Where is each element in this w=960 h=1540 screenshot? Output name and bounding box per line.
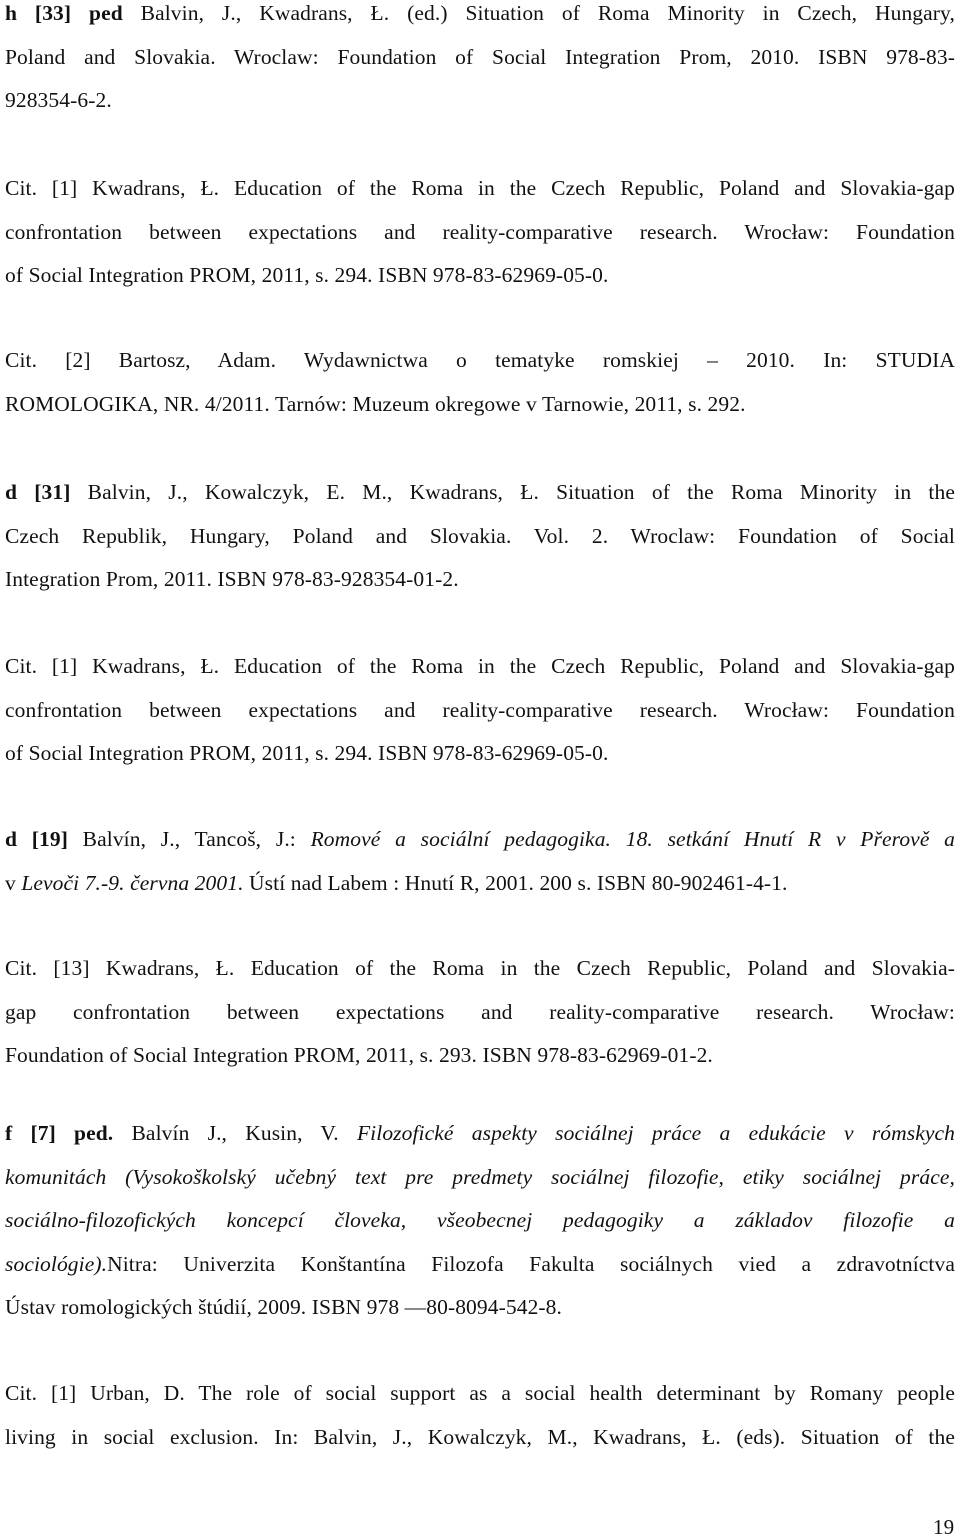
reference-line: [5, 826, 955, 852]
reference-text: Cit. [2] Bartosz, Adam. Wydawnictwa o tematyke romskiej – 2010. In: STUDIA: [5, 348, 955, 372]
reference-text: v: [5, 870, 22, 895]
reference-text: Cit. [1] Kwadrans, Ł. Education of the Roma in the Czech Republic, Poland and Slovakia-gap: [5, 176, 955, 200]
reference-line: [5, 87, 955, 113]
reference-text: Poland and Slovakia. Wroclaw: Foundation of Social Integration Prom, 2010. ISBN 978-83-: [5, 44, 955, 69]
reference-text: Balvin, J., Kowalczyk, E. M., Kwadrans, Ł. Situation of the Roma Minority in the: [70, 480, 955, 504]
reference-text: Ústav romologických štúdií, 2009. ISBN 978 —80-8094-542-8.: [5, 1295, 562, 1319]
reference-line: [5, 523, 955, 549]
italic-title: Filozofické aspekty sociálnej práce a edukácie v rómskych: [356, 1121, 956, 1145]
reference-text: confrontation between expectations and reality-comparative research. Wrocław: Foundation: [5, 697, 955, 722]
reference-line: [5, 1294, 955, 1320]
reference-line: [5, 697, 955, 723]
reference-text: Balvin, J., Kwadrans, Ł. (ed.) Situation of Roma Minority in Czech, Hungary,: [122, 1, 955, 25]
reference-line: [5, 1424, 955, 1450]
reference-line: [5, 1207, 955, 1233]
reference-text: Nitra: Univerzita Konštantína Filozofa Fakulta sociálnych vied a zdravotníctva: [107, 1251, 955, 1276]
reference-line: [5, 653, 955, 679]
reference-line: [5, 1164, 955, 1190]
italic-title: sociológie).: [5, 1251, 108, 1276]
reference-text: living in social exclusion. In: Balvin, J., Kowalczyk, M., Kwadrans, Ł. (eds). Situation of the: [5, 1424, 955, 1449]
reference-line: [5, 740, 955, 766]
reference-label: f [7] ped.: [5, 1121, 114, 1145]
page-number: 19: [933, 1515, 955, 1539]
reference-line: [5, 566, 955, 592]
italic-title: komunitách (Vysokoškolský učebný text pre predmety sociálnej filozofie, etiky sociálnej práce,: [5, 1164, 955, 1189]
reference-label: d [31]: [5, 480, 71, 504]
reference-line: [5, 1380, 955, 1406]
italic-title: Romové a sociální pedagogika. 18. setkání Hnutí R v Přerově a: [310, 827, 956, 851]
reference-line: [5, 44, 955, 70]
reference-text: of Social Integration PROM, 2011, s. 294. ISBN 978-83-62969-05-0.: [5, 741, 609, 765]
reference-text: confrontation between expectations and reality-comparative research. Wrocław: Foundation: [5, 219, 955, 244]
italic-title: Levoči 7.-9. června 2001.: [21, 870, 244, 895]
reference-label: d [19]: [5, 827, 68, 851]
reference-line: [5, 1120, 955, 1146]
reference-line: [5, 347, 955, 373]
reference-line: [5, 219, 955, 245]
reference-line: [5, 955, 955, 981]
reference-text: Ústí nad Labem : Hnutí R, 2001. 200 s. ISBN 80-902461-4-1.: [243, 870, 788, 895]
reference-text: Cit. [1] Urban, D. The role of social support as a social health determinant by Romany people: [5, 1381, 955, 1405]
reference-line: [5, 999, 955, 1025]
reference-line: [5, 1251, 955, 1277]
reference-text: Cit. [13] Kwadrans, Ł. Education of the Roma in the Czech Republic, Poland and Slovakia-: [5, 956, 955, 980]
italic-title: sociálno-filozofických koncepcí človeka, všeobecnej pedagogiky a základov filozofie a: [5, 1208, 955, 1232]
reference-line: [5, 870, 955, 896]
reference-text: Balvín J., Kusin, V.: [113, 1121, 357, 1145]
reference-line: [5, 391, 955, 417]
reference-line: [5, 175, 955, 201]
reference-text: Foundation of Social Integration PROM, 2011, s. 293. ISBN 978-83-62969-01-2.: [5, 1043, 713, 1067]
reference-text: gap confrontation between expectations and reality-comparative research. Wrocław:: [5, 999, 955, 1024]
reference-line: [5, 479, 955, 505]
reference-label: h [33] ped: [5, 1, 123, 25]
reference-text: Integration Prom, 2011. ISBN 978-83-928354-01-2.: [5, 567, 459, 591]
reference-line: [5, 1042, 955, 1068]
reference-text: Cit. [1] Kwadrans, Ł. Education of the Roma in the Czech Republic, Poland and Slovakia-gap: [5, 654, 955, 678]
reference-text: of Social Integration PROM, 2011, s. 294. ISBN 978-83-62969-05-0.: [5, 263, 609, 287]
reference-line: [5, 262, 955, 288]
reference-text: 928354-6-2.: [5, 88, 112, 112]
reference-text: Balvín, J., Tancoš, J.:: [67, 827, 311, 851]
reference-text: Czech Republik, Hungary, Poland and Slovakia. Vol. 2. Wroclaw: Foundation of Social: [5, 523, 955, 548]
reference-text: ROMOLOGIKA, NR. 4/2011. Tarnów: Muzeum okregowe v Tarnowie, 2011, s. 292.: [5, 391, 746, 416]
reference-line: [5, 0, 955, 26]
